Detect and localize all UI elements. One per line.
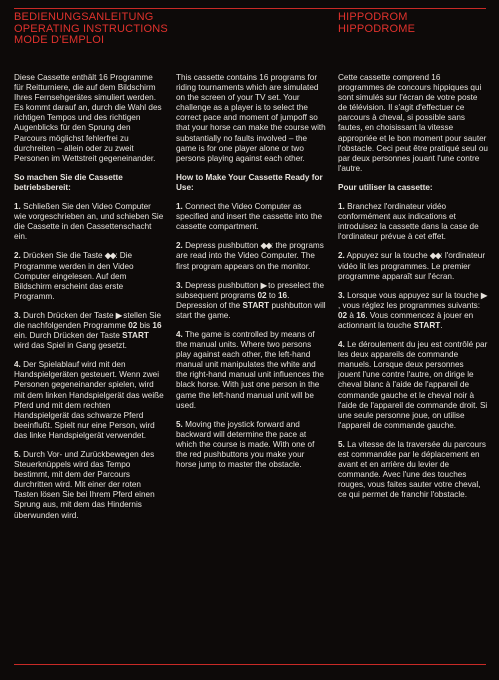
intro-text: This cassette contains 16 programs for riding tournaments which are simulated on the screen of your TV set. Your challenge as a player is to select the correct pace and moment of jumpoff so that your horse can make the course with substantially no faults involved – the game is for one player alone or two persons playing against each other. [176,73,326,163]
top-rule [14,8,486,9]
intro-text: Diese Cassette enthält 16 Programme für Reitturniere, die auf dem Bildschirm Ihres Fernsehgerätes simuliert werden. Es kommt darauf an, durch die Wahl des richtigen Tempos und des richtigen Augenblicks für den Sprung den Parcours möglichst fehlerfrei zu durchreiten – allein oder zu zweit Personen im Wettstreit gegeneinander. [14,73,162,163]
column-french [338,73,488,509]
section-heading: Pour utiliser la cassette: [338,182,433,192]
step-5: 5. La vitesse de la traversée du parcours est commandée par le déplacement en avant et en arrière du levier de commande. Avec l'une des touches rouges, vous faites sauter votre cheval, ce qui permet de franchir l'obstacle. [338,439,486,500]
step-5: 5. Durch Vor- und Zurückbewegen des Steuerknüppels wird das Tempo bestimmt, mit dem der Parcours durchritten wird. Mit einer der roten Tasten lösen Sie bei Ihrem Pferd einen Sprung aus, mit dem das Hindernis überwunden wird. [14,450,155,520]
intro-text: Cette cassette comprend 16 programmes de concours hippiques qui sont simulés sur l'écran de votre poste de télévision. Il s'agit d'effectuer ce parcours à cheval, si possible sans fautes, en choisissant la vitesse appropriée et le bon moment pour sauter l'obstacle. Ceci peut être pratiqué seul ou par deux personnes jouant l'une contre l'autre. [338,73,488,173]
double-arrow-icon: ◆◆ [429,251,441,261]
title-german: BEDIENUNGSANLEITUNG [14,11,154,23]
step-3: 3. Lorsque vous appuyez sur la touche ▶, vous réglez les programmes suivants: 02 à 16. Vous commencez à jouer en actionnant la touche START. [338,290,487,330]
column-english [176,73,326,479]
step-1: 1. Branchez l'ordinateur vidéo conformément aux indications et introduisez la cassette dans la case de l'ordinateur prévue à cet effet. [338,202,479,242]
bottom-rule [14,664,486,665]
step-4: 4. Der Spielablauf wird mit den Handspielgeräten gesteuert. Wenn zwei Personen gegeneinander spielen, wird mit dem linken Handspielgerät das weiße Pferd und mit dem rechten Handspielgerät das schwarze Pferd beeinflußt. Spielt nur eine Person, wird das linke Handspielgerät verwendet. [14,360,164,440]
column-german [14,73,164,530]
game-title-french: HIPPODROME [338,22,416,35]
step-2: 2. Drücken Sie die Taste ◆◆: Die Programme werden in den Video Computer eingelesen. Auf dem Bildschirm erscheint das erste Programm. [14,251,134,301]
title-english: OPERATING INSTRUCTIONS [14,22,168,35]
section-heading: How to Make Your Cassette Ready for Use: [176,172,323,192]
game-title-german: HIPPODROM [338,11,408,23]
step-2: 2. Depress pushbutton ◆◆: the programs are read into the Video Computer. The first program appears on the monitor. [176,241,324,271]
step-1: 1. Connect the Video Computer as specified and insert the cassette into the cassette compartment. [176,202,323,232]
right-arrow-icon: ▶ [260,280,266,290]
step-3: 3. Depress pushbutton ▶ to preselect the subsequent programs 02 to 16. Depression of the START pushbutton will start the game. [176,280,326,320]
header-left [14,12,168,47]
step-4: 4. Le déroulement du jeu est contrôlé par les deux appareils de commande manuels. Lorsque deux personnes jouent l'une contre l'autre, on dirige le cheval blanc à l'aide de l'appareil de commande gauche et le cheval noir à l'aide de l'appareil de commande droit. Si une seule personne joue, on utilise l'appareil de commande gauche. [338,340,488,430]
section-heading: So machen Sie die Cassette betriebsbereit: [14,172,123,192]
double-arrow-icon: ◆◆ [260,241,271,251]
double-arrow-icon: ◆◆ [104,251,116,261]
step-1: 1. Schließen Sie den Video Computer wie vorgeschrieben an, und schieben Sie die Cassette in den Cassettenschacht ein. [14,202,164,242]
right-arrow-icon: ▶ [115,310,121,320]
step-5: 5. Moving the joystick forward and backward will determine the pace at which the course is made. With one of the red pushbuttons you make your horse jump to master the obstacle. [176,419,315,470]
header-right [338,12,415,35]
step-3: 3. Durch Drücken der Taste ▶ stellen Sie die nachfolgenden Programme 02 bis 16 ein. Durch Drücken der Taste START wird das Spiel in Gang gesetzt. [14,310,162,351]
step-2: 2. Appuyez sur la touche ◆◆: l'ordinateur vidéo lit les programmes. Le premier programme apparaît sur l'écran. [338,251,486,281]
step-4: 4. The game is controlled by means of the manual units. Where two persons play against each other, the left-hand manual unit manipulates the white and the right-hand manual unit influences the black horse. With just one person in the game the left-hand manual unit will be used. [176,329,324,410]
title-french: MODE D'EMPLOI [14,34,105,46]
right-arrow-icon: ▶ [480,290,487,300]
